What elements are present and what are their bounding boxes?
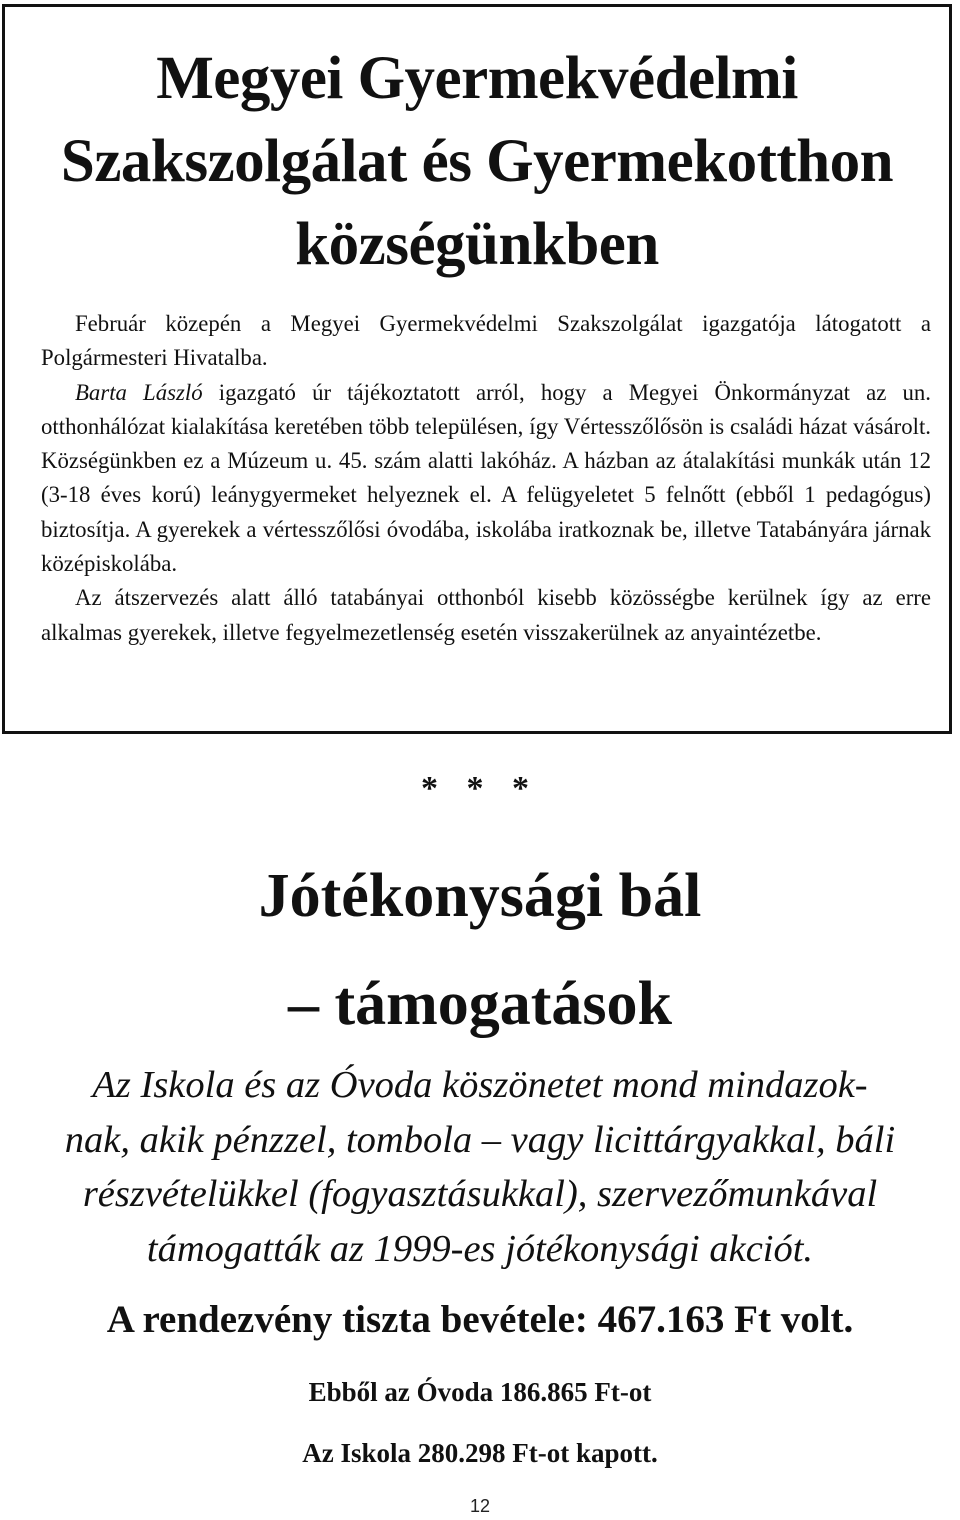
school-share: Az Iskola 280.298 Ft-ot kapott. — [302, 1438, 658, 1468]
charity-ball-title-line: – támogatások — [287, 970, 673, 1038]
article-title-line: Megyei Gyermekvédelmi — [156, 45, 798, 112]
article-paragraph: Az átszervezés alatt álló tatabányai otthonból kisebb közösségbe kerülnek így az erre alkalmas gyerekek, illetve fegyelmezetlenség esetén visszakerülnek az anyaintézetbe. — [41, 585, 931, 645]
page-number: 12 — [469, 1496, 491, 1516]
thanks-line: részvételükkel (fogyasztásukkal), szervezőmunkával — [82, 1173, 878, 1215]
thanks-line: Az Iskola és az Óvoda köszönetet mond mindazok- — [92, 1064, 868, 1106]
revenue-total: A rendezvény tiszta bevétele: 467.163 Ft volt. — [106, 1298, 854, 1341]
article-title-line: Szakszolgálat és Gyermekotthon — [60, 128, 894, 195]
charity-ball-title-line: Jótékonysági bál — [258, 862, 702, 930]
article-body — [41, 307, 931, 650]
thanks-line: nak, akik pénzzel, tombola – vagy licittárgyakkal, báli — [64, 1118, 896, 1161]
article-paragraph: Február közepén a Megyei Gyermekvédelmi Szakszolgálat igazgatója látogatott a Polgármesteri Hivatalba. — [41, 311, 931, 371]
kindergarten-share: Ebből az Óvoda 186.865 Ft-ot — [308, 1377, 652, 1407]
thanks-text — [10, 1058, 950, 1276]
article-box — [2, 4, 952, 734]
thanks-line: támogatták az 1999-es jótékonysági akciót. — [146, 1227, 814, 1270]
charity-ball-title — [0, 842, 960, 1058]
section-separator: * * * — [421, 770, 539, 807]
article-paragraph-text: igazgató úr tájékoztatott arról, hogy a Megyei Önkormányzat az un. otthonhálózat kialakítása keretében több településen, így Vértesszőlősön is családi házat vásárolt. Községünkben ez a Múzeum u. 45. szám alatti lakóház. A házban az átalakítási munkák után 12 (3-18 éves korú) leánygyermeket helyeznek el. A felügyeletet 5 felnőtt (ebből 1 pedagógus) biztosítja. A gyerekek a vértesszőlősi óvodába, iskolába iratkoznak be, illetve Tatabányára járnak középiskolába. — [41, 379, 931, 577]
article-title — [5, 37, 949, 286]
article-paragraph — [41, 376, 931, 582]
director-name: Barta László — [75, 379, 203, 405]
article-title-line: községünkben — [295, 211, 659, 278]
